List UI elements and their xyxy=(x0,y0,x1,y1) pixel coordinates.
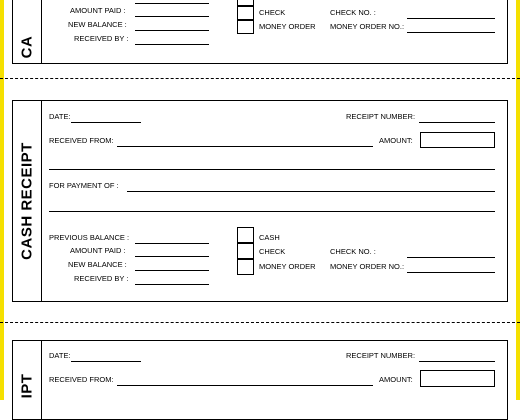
received-by-line[interactable] xyxy=(135,284,209,285)
cash-checkbox[interactable] xyxy=(237,227,254,243)
check-no-label: CHECK NO. : xyxy=(330,247,376,256)
amount-field[interactable] xyxy=(420,132,495,148)
amount-paid-line[interactable] xyxy=(135,256,209,257)
receipt-side-band xyxy=(13,341,42,419)
amount-label: AMOUNT: xyxy=(379,375,413,384)
received-by-label: RECEIVED BY : xyxy=(74,274,129,283)
receipt-number-line[interactable] xyxy=(419,122,495,123)
receipt-bottom-partial xyxy=(12,340,508,420)
money-order-no-line[interactable] xyxy=(407,272,495,273)
for-payment-label: FOR PAYMENT OF : xyxy=(49,181,119,190)
date-label: DATE: xyxy=(49,112,71,121)
date-line[interactable] xyxy=(71,361,141,362)
check-no-line[interactable] xyxy=(407,257,495,258)
receipt-top-partial xyxy=(12,0,508,64)
received-from-label: RECEIVED FROM: xyxy=(49,375,114,384)
receipt-title: CA xyxy=(18,35,36,59)
received-from-line[interactable] xyxy=(117,146,373,147)
receipt-full xyxy=(12,100,508,302)
money-order-label: MONEY ORDER xyxy=(259,22,316,31)
receipt-side-band xyxy=(13,101,42,301)
check-checkbox[interactable] xyxy=(237,243,254,259)
receipt-title: CASH RECEIPT xyxy=(18,142,36,260)
new-balance-label: NEW BALANCE : xyxy=(68,20,127,29)
previous-balance-line xyxy=(135,3,209,4)
check-label: CHECK xyxy=(259,247,286,256)
received-by-line[interactable] xyxy=(135,44,209,45)
received-from-label: RECEIVED FROM: xyxy=(49,136,114,145)
receipt-number-label: RECEIPT NUMBER: xyxy=(346,351,416,360)
receipt-title: IPT xyxy=(18,373,36,399)
money-order-no-label: MONEY ORDER NO.: xyxy=(330,262,405,271)
received-from-line[interactable] xyxy=(117,385,373,386)
check-label: CHECK xyxy=(259,8,286,17)
check-no-label: CHECK NO. : xyxy=(330,8,376,17)
previous-balance-label: PREVIOUS BALANCE : xyxy=(49,233,130,242)
amount-paid-line[interactable] xyxy=(135,16,209,17)
money-order-checkbox[interactable] xyxy=(237,259,254,275)
new-balance-line[interactable] xyxy=(135,270,209,271)
money-order-no-line[interactable] xyxy=(407,32,495,33)
money-order-no-label: MONEY ORDER NO.: xyxy=(330,22,405,31)
receipt-side-band xyxy=(13,0,42,63)
amount-paid-label: AMOUNT PAID : xyxy=(70,6,126,15)
received-from-continuation-line[interactable] xyxy=(49,169,495,170)
for-payment-line[interactable] xyxy=(127,191,495,192)
received-by-label: RECEIVED BY : xyxy=(74,34,129,43)
cash-label: CASH xyxy=(259,233,280,242)
date-label: DATE: xyxy=(49,351,71,360)
date-line[interactable] xyxy=(71,122,141,123)
check-checkbox[interactable] xyxy=(237,6,254,20)
money-order-checkbox[interactable] xyxy=(237,20,254,34)
receipt-number-label: RECEIPT NUMBER: xyxy=(346,112,416,121)
cut-line xyxy=(0,322,520,323)
previous-balance-line[interactable] xyxy=(135,243,209,244)
new-balance-label: NEW BALANCE : xyxy=(68,260,127,269)
for-payment-continuation-line[interactable] xyxy=(49,211,495,212)
amount-paid-label: AMOUNT PAID : xyxy=(70,246,126,255)
amount-field[interactable] xyxy=(420,370,495,387)
amount-label: AMOUNT: xyxy=(379,136,413,145)
receipt-number-line[interactable] xyxy=(419,361,495,362)
money-order-label: MONEY ORDER xyxy=(259,262,316,271)
check-no-line[interactable] xyxy=(407,18,495,19)
cut-line xyxy=(0,78,520,79)
new-balance-line[interactable] xyxy=(135,30,209,31)
